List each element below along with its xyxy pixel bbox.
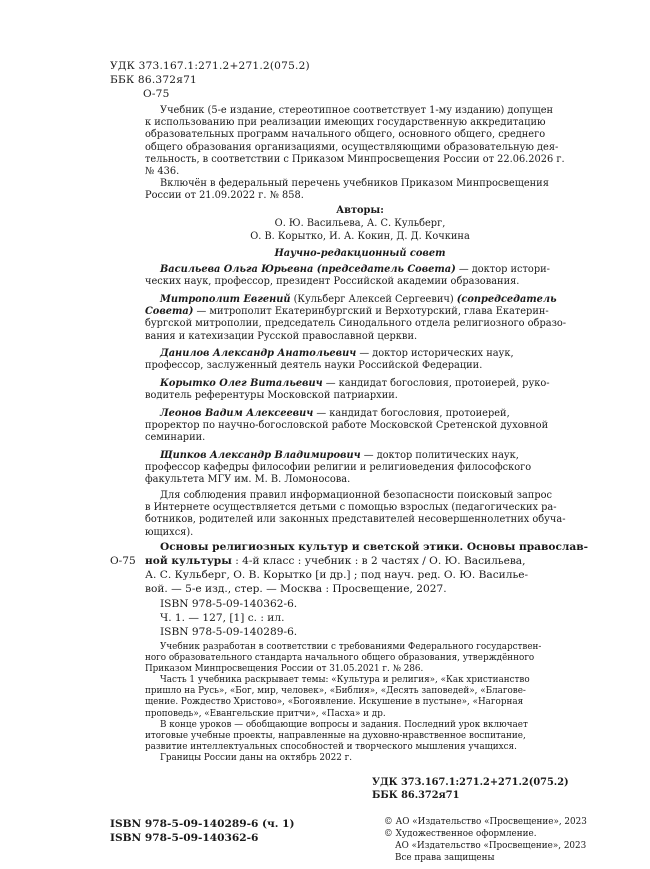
- member-desc: — кандидат богословия, протоиерей,: [313, 408, 510, 419]
- member-desc: — кандидат богословия, протоиерей, руко-: [322, 378, 550, 389]
- member-name: Васильева Ольга Юрьевна (председатель Совета): [160, 264, 456, 275]
- text-line: водитель референтуры Московской патриархии.: [145, 390, 398, 402]
- copyright-line: АО «Издательство «Просвещение», 2023: [395, 841, 587, 851]
- text-line: семинарии.: [145, 432, 206, 444]
- bib-mark: О-75: [110, 555, 136, 567]
- text-line: факультета МГУ им. М. В. Ломоносова.: [145, 474, 351, 486]
- text-line: профессор кафедры философии религии и религиоведения философского: [145, 462, 532, 474]
- member-desc: (Кульберг Алексей Сергеевич): [290, 294, 457, 305]
- member-name: Корытко Олег Витальевич: [160, 378, 323, 389]
- text-line: Границы России даны на октябрь 2022 г.: [160, 752, 353, 763]
- bib-desc: : 4-й класс : учебник : в 2 частях / О. Ю. Васильева,: [231, 555, 526, 567]
- isbn-line: ISBN 978-5-09-140289-6.: [160, 626, 298, 638]
- member-desc: — доктор политических наук,: [360, 450, 519, 461]
- council-member: [145, 294, 566, 343]
- member-role: (сопредседатель: [456, 294, 557, 305]
- text-line: к использованию при реализации имеющих государственную аккредитацию: [145, 117, 546, 129]
- member-name: Данилов Александр Анатольевич: [160, 348, 357, 359]
- part-line: Ч. 1. — 127, [1] с. : ил.: [160, 612, 285, 624]
- council-member: [145, 264, 550, 288]
- text-line: образовательных программ начального общего, основного общего, среднего: [145, 129, 546, 141]
- author-mark: О-75: [143, 88, 170, 100]
- text-line: проповедь», «Евангельские притчи», «Пасха» и др.: [145, 708, 386, 719]
- annotation: [145, 642, 541, 764]
- text-line: бургской митрополии, председатель Синодального отдела религиозного образо-: [145, 318, 567, 330]
- text-line: в Интернете осуществляется детьми с помощью взрослых (педагогических ра-: [145, 502, 557, 514]
- council-title: Научно-редакционный совет: [274, 248, 446, 259]
- text-line: ческих наук, профессор, президент Российской академии образования.: [145, 276, 520, 288]
- isbn-bottom: ISBN 978-5-09-140362-6: [110, 832, 259, 844]
- inclusion-paragraph: [145, 178, 549, 202]
- bib-title-cont: ной культуры: [145, 555, 232, 567]
- isbn-line: ISBN 978-5-09-140362-6.: [160, 598, 298, 610]
- text-line: Для соблюдения правил информационной безопасности поисковый запрос: [160, 490, 552, 501]
- udk-footer: УДК 373.167.1:271.2+271.2(075.2): [372, 777, 569, 788]
- bib-line: [145, 555, 525, 569]
- text-line: Включён в федеральный перечень учебников Приказом Минпросвещения: [160, 178, 549, 189]
- text-line: Часть 1 учебника раскрывает темы: «Культура и религия», «Как христианство: [160, 675, 530, 686]
- text-line: ботников, родителей или законных представителей несовершеннолетних обуча-: [145, 514, 566, 526]
- safety-paragraph: [145, 490, 566, 539]
- member-role: Совета): [145, 306, 194, 318]
- bbk-footer: ББК 86.372я71: [372, 790, 460, 801]
- member-desc: — доктор истори-: [455, 264, 550, 275]
- authors-title: Авторы:: [336, 205, 384, 216]
- council-member: [145, 378, 550, 402]
- bib-title: Основы религиозных культур и светской этики. Основы православ-: [160, 541, 589, 553]
- approval-paragraph: [145, 105, 565, 178]
- text-line: итоговые учебные проекты, направленные на духовно-нравственное воспитание,: [145, 730, 526, 741]
- authors-line: О. Ю. Васильева, А. С. Кульберг,: [274, 218, 446, 229]
- member-name: Щипков Александр Владимирович: [160, 450, 361, 461]
- text-line: ющихся).: [145, 526, 194, 538]
- bib-title-line: [145, 541, 588, 555]
- text-line: щение. Рождество Христово», «Богоявление. Искушение в пустыне», «Нагорная: [145, 697, 524, 708]
- bib-line: вой. — 5-е изд., стер. — Москва : Просвещение, 2027.: [145, 583, 447, 595]
- text-line: общего образования организациями, осуществляющими образовательную дея-: [145, 141, 559, 153]
- text-line: № 436.: [145, 166, 180, 178]
- copyright-line: Все права защищены: [395, 853, 495, 863]
- member-name: Митрополит Евгений: [160, 294, 291, 305]
- text-line: В конце уроков — обобщающие вопросы и задания. Последний урок включает: [160, 719, 528, 730]
- text-line: Учебник разработан в соответствии с требованиями Федерального государствен-: [160, 642, 542, 652]
- text-line: пришло на Русь», «Бог, мир, человек», «Библия», «Десять заповедей», «Благове-: [145, 686, 526, 697]
- bbk-header: ББК 86.372я71: [110, 74, 197, 86]
- council-member: [145, 348, 514, 372]
- text-line: развитие интеллектуальных способностей и творческого мышления учащихся.: [145, 741, 517, 752]
- authors-line: О. В. Корытко, И. А. Кокин, Д. Д. Кочкина: [250, 231, 470, 242]
- member-desc: — митрополит Екатеринбургский и Верхотурский, глава Екатерин-: [193, 306, 549, 318]
- text-line: вания и катехизации Русской православной церкви.: [145, 330, 418, 342]
- copyright-line: © Художественное оформление.: [384, 829, 537, 839]
- council-member: [145, 408, 548, 445]
- member-desc: — доктор исторических наук,: [356, 348, 514, 359]
- copyright-line: © АО «Издательство «Просвещение», 2023: [384, 817, 587, 827]
- text-line: профессор, заслуженный деятель науки Российской Федерации.: [145, 360, 483, 372]
- text-line: Учебник (5-е издание, стереотипное соответствует 1-му изданию) допущен: [160, 105, 554, 116]
- council-member: [145, 450, 531, 487]
- text-line: России от 21.09.2022 г. № 858.: [145, 190, 304, 202]
- text-line: тельность, в соответствии с Приказом Минпросвещения России от 22.06.2026 г.: [145, 153, 565, 165]
- text-line: Приказом Минпросвещения России от 31.05.2021 г. № 286.: [145, 664, 424, 675]
- bib-line: А. С. Кульберг, О. В. Корытко [и др.] ; под науч. ред. О. Ю. Василье-: [145, 569, 529, 581]
- text-line: ного образовательного стандарта начального общего образования, утверждённого: [145, 653, 535, 664]
- member-name: Леонов Вадим Алексеевич: [160, 408, 314, 419]
- text-line: проректор по научно-богословской работе Московской Сретенской духовной: [145, 420, 549, 432]
- udk-header: УДК 373.167.1:271.2+271.2(075.2): [110, 60, 310, 72]
- isbn-bottom: ISBN 978-5-09-140289-6 (ч. 1): [110, 818, 295, 830]
